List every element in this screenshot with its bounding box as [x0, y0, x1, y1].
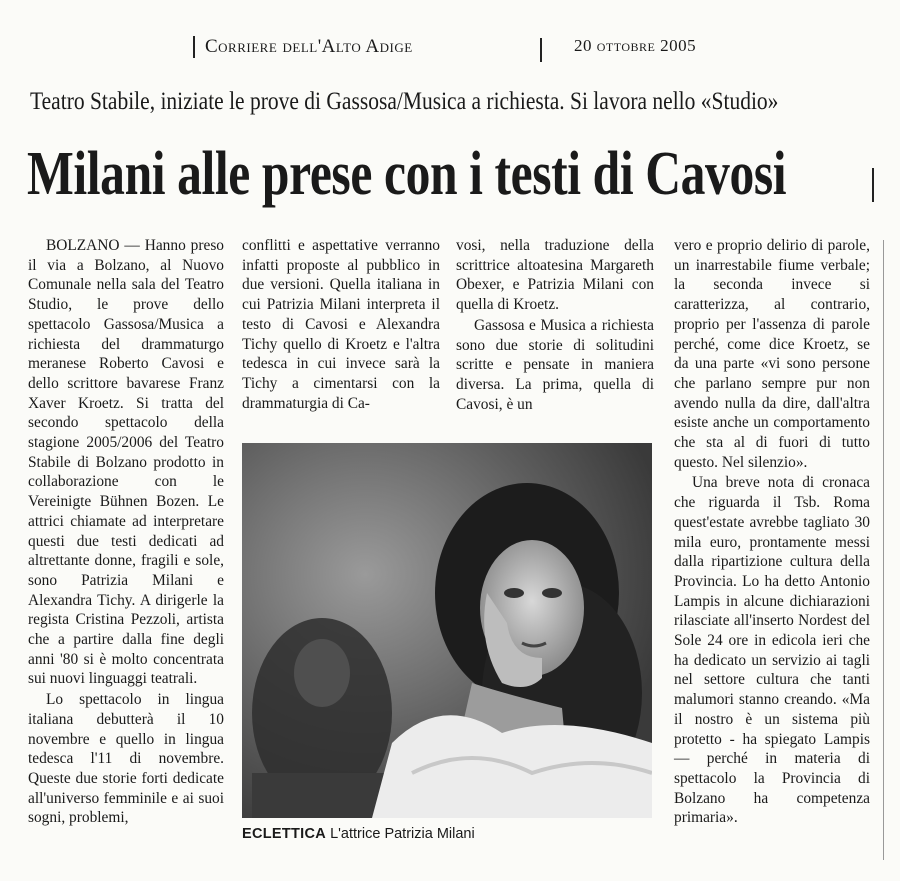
actress-portrait-image [242, 443, 652, 818]
paragraph: vosi, nella traduzione della scrittrice altoatesina Margareth Obexer, e Patrizia Milani con quella di Kroetz. [456, 237, 654, 314]
article-headline: Milani alle prese con i testi di Cavosi [27, 140, 787, 208]
article-column-3 [456, 236, 654, 414]
paragraph: Lo spettacolo in lingua italiana debutterà il 10 novembre e quello in lingua tedesca l'11 di novembre. Queste due storie forti dedicate all'universo femminile e ai suoi sogni, problemi, [28, 691, 224, 827]
photo-caption [242, 826, 662, 842]
article-column-4 [674, 236, 870, 828]
publication-date: 20 ottobre 2005 [574, 36, 697, 55]
paragraph: conflitti e aspettative verranno infatti proposte al pubblico in due versioni. Quella italiana in cui Patrizia Milani interpreta il testo di Cavosi e Alexandra Tichy quello di Kroetz e l'altra tedesca in cui invece sarà la Tichy a cimentarsi con la drammaturgia di Ca- [242, 237, 440, 412]
masthead [0, 34, 900, 58]
paragraph: Una breve nota di cronaca che riguarda il Tsb. Roma quest'estate avrebbe tagliato 30 mila euro, prontamente messi dalla ripartizione cultura della Provincia. Lo ha detto Antonio Lampis in alcune dichiarazioni rilasciate all'inserto Nordest del Sole 24 ore in edicola ieri che ha dedicato un servizio ai tagli nel settore cultura che tanti malumori stanno creando. «Ma il nostro è un sistema più protetto - ha spiegato Lampis — perché in materia di spettacolo la Provincia di Bolzano ha competenza primaria». [674, 474, 870, 827]
masthead-divider-right [540, 38, 542, 62]
column-rule [883, 240, 884, 860]
caption-label: ECLETTICA [242, 826, 327, 842]
paragraph: vero e proprio delirio di parole, un inarrestabile fiume verbale; la seconda invece si caratterizza, al contrario, proprio per l'assenza di parole perché, come dice Kroetz, se da una parte «vi sono persone che parlano sempre pur non avendo nulla da dire, dall'altra esiste anche un comportamento che sta al di fuori di tutto questo. Nel silenzio». [674, 237, 870, 471]
masthead-divider-left [193, 36, 195, 58]
article-photo [242, 443, 652, 818]
paragraph: Gassosa e Musica a richiesta sono due storie di solitudini scritte e pensate in maniera diversa. La prima, quella di Cavosi, è un [456, 316, 654, 413]
newspaper-name: Corriere dell'Alto Adige [205, 36, 413, 57]
headline-rule [872, 168, 874, 202]
paragraph: BOLZANO — Hanno preso il via a Bolzano, al Nuovo Comunale nella sala del Teatro Studio, le prove dello spettacolo Gassosa/Musica a richiesta del drammaturgo meranese Roberto Cavosi e dello scrittore bavarese Franz Xaver Kroetz. Si tratta del secondo spettacolo della stagione 2005/2006 del Teatro Stabile di Bolzano prodotto in collaborazione con le Vereinigte Bühnen Bozen. Le attrici chiamate ad interpretare questi due testi dedicati ad altrettante donne, fragili e sole, sono Patrizia Milani e Alexandra Tichy. A dirigerle la regista Cristina Pezzoli, artista che a partire dalla fine degli anni '80 si è molto concentrata sui nuovi linguaggi teatrali. [28, 237, 224, 688]
article-column-2 [242, 236, 440, 413]
caption-text: L'attrice Patrizia Milani [330, 826, 475, 842]
article-column-1 [28, 236, 224, 828]
article-kicker: Teatro Stabile, iniziate le prove di Gassosa/Musica a richiesta. Si lavora nello «Studio» [30, 88, 779, 115]
